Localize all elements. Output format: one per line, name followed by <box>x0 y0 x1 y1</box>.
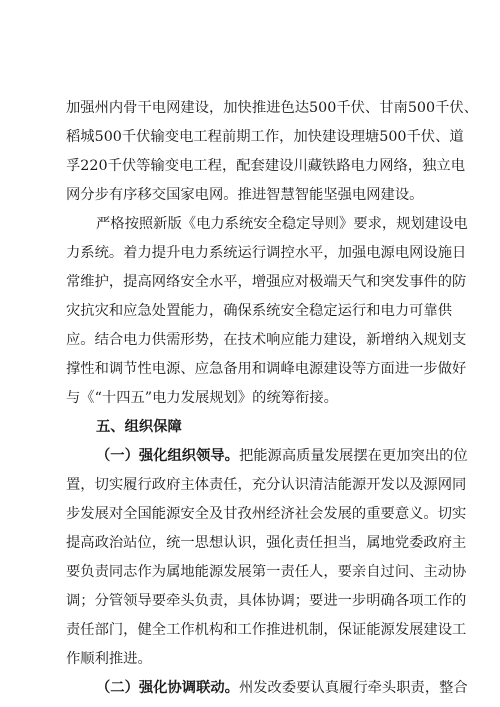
text-line: 孚220千伏等输变电工程，配套建设川藏铁路电力网络，独立电 <box>66 158 466 174</box>
text-line: 力系统。着力提升电力系统运行调控水平，加强电源电网设施日 <box>66 245 467 261</box>
section-heading: 五、组织保障 <box>96 419 182 435</box>
text-line <box>66 674 468 703</box>
paragraph-power-system-safety <box>66 210 468 413</box>
text-line: 加强州内骨干电网建设，加快推进色达500千伏、甘南500千伏、 <box>66 100 478 116</box>
text-line: 要负责同志作为属地能源发展第一责任人，要亲自过问、主动协 <box>66 564 467 580</box>
paragraph-organization-leadership <box>66 442 468 674</box>
subsection-title: （二）强化协调联动。 <box>96 680 239 696</box>
text-line: 作顺利推进。 <box>66 651 152 667</box>
text-line: 调；分管领导要牵头负责，具体协调；要进一步明确各项工作的 <box>66 593 467 609</box>
subsection-title: （一）强化组织领导。 <box>96 448 239 464</box>
text-line: 提高政治站位，统一思想认识，强化责任担当，属地党委政府主 <box>66 535 467 551</box>
text-line: 灾抗灾和应急处置能力，确保系统安全稳定运行和电力可靠供 <box>66 303 453 319</box>
document-body <box>66 94 478 703</box>
text-line: 步发展对全国能源安全及甘孜州经济社会发展的重要意义。切实 <box>66 506 467 522</box>
text-line: 稻城500千伏输变电工程前期工作，加快建设理塘500千伏、道 <box>66 129 464 145</box>
text-line: 网分步有序移交国家电网。推进智慧智能坚强电网建设。 <box>66 187 424 203</box>
text-line: 责任部门，健全工作机构和工作推进机制，保证能源发展建设工 <box>66 622 467 638</box>
text-fragment: 州发改委要认真履行牵头职责，整合 <box>238 680 468 696</box>
text-line: 常维护，提高网络安全水平，增强应对极端天气和突发事件的防 <box>66 274 467 290</box>
paragraph-coordination <box>66 674 468 703</box>
text-line: 撑性和调节性电源、应急备用和调峰电源建设等方面进一步做好 <box>66 361 467 377</box>
text-line: 严格按照新版《电力系统安全稳定导则》要求，规划建设电 <box>96 216 468 232</box>
text-fragment: 把能源高质量发展摆在更加突出的位 <box>238 448 468 464</box>
text-line: 应。结合电力供需形势，在技术响应能力建设，新增纳入规划支 <box>66 332 467 348</box>
paragraph-grid-construction <box>66 94 478 210</box>
text-line: 置，切实履行政府主体责任，充分认识清洁能源开发以及源网同 <box>66 477 467 493</box>
text-line: 与《“十四五”电力发展规划》的统筹衔接。 <box>66 390 338 406</box>
text-line <box>66 442 468 471</box>
